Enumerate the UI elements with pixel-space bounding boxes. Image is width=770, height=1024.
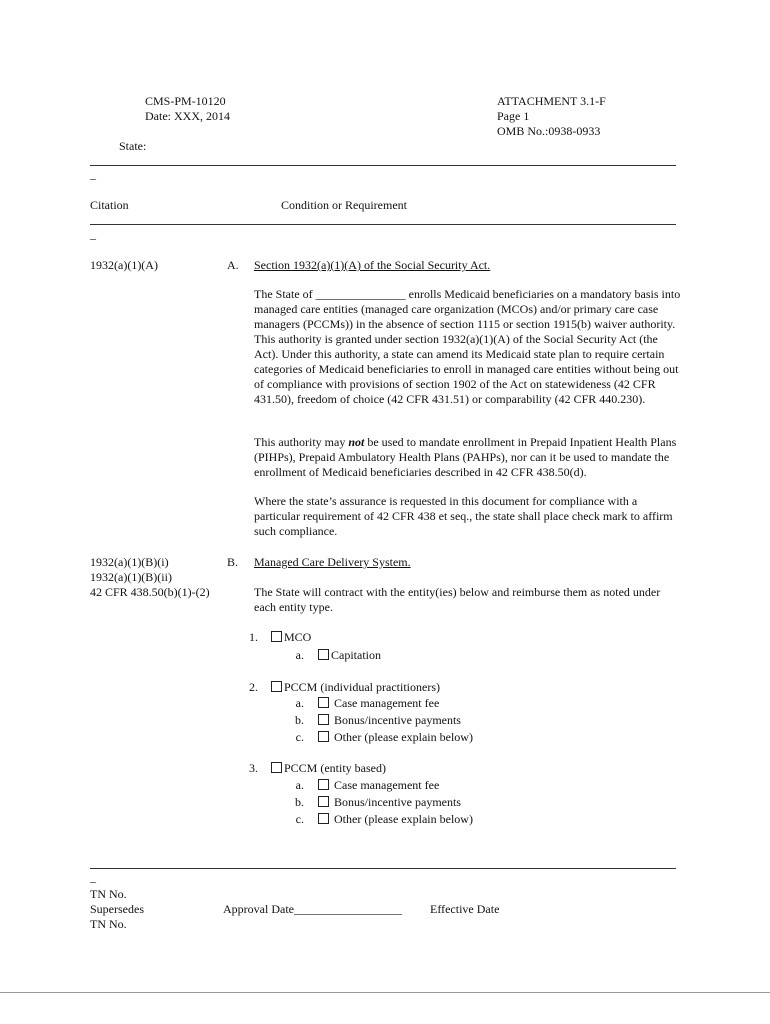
section-a-paragraph-2: This authority may not be used to mandate enrollment in Prepaid Inpatient Health Plans (PIHPs), Prepaid Ambulatory Health Plans (PAHPs), nor can it be used to mandate the enrollment of Medicaid beneficiaries described in 42 CFR 438.50(d).	[254, 435, 677, 479]
tn-number-label: TN No.	[90, 887, 127, 901]
section-a-letter: A.	[227, 258, 239, 272]
item-2-pccm-individual: PCCM (individual practitioners)	[271, 680, 440, 695]
checkbox-pccm-entity-other[interactable]	[318, 813, 329, 824]
page-bottom-edge	[0, 992, 770, 993]
item-3b-letter: b.	[295, 795, 304, 809]
checkbox-mco[interactable]	[271, 631, 282, 642]
form-date: Date: XXX, 2014	[145, 109, 230, 123]
rule-dash: _	[90, 227, 96, 241]
approval-date-field: Approval Date__________________	[223, 902, 402, 916]
section-b-letter: B.	[227, 555, 239, 569]
checkbox-pccm-individual-other[interactable]	[318, 731, 329, 742]
condition-column-header: Condition or Requirement	[281, 198, 407, 212]
citation-column-header: Citation	[90, 198, 129, 212]
item-3c: Other (please explain below)	[318, 812, 473, 827]
item-2b: Bonus/incentive payments	[318, 713, 461, 728]
item-3b: Bonus/incentive payments	[318, 795, 461, 810]
header-rule	[90, 165, 676, 166]
section-a-citation: 1932(a)(1)(A)	[90, 258, 158, 272]
item-2a-letter: a.	[295, 696, 304, 710]
section-b-heading: Managed Care Delivery System.	[254, 555, 411, 569]
section-b-citation-2: 1932(a)(1)(B)(ii)	[90, 570, 172, 584]
checkbox-pccm-entity-bonus[interactable]	[318, 796, 329, 807]
item-1a-capitation: Capitation	[318, 648, 381, 663]
page-number: Page 1	[497, 109, 530, 123]
checkbox-pccm-entity-case-fee[interactable]	[318, 779, 329, 790]
checkbox-pccm-entity[interactable]	[271, 762, 282, 773]
rule-dash: _	[90, 167, 96, 181]
footer-rule	[90, 868, 676, 869]
section-b-intro: The State will contract with the entity(ies) below and reimburse them as noted under each entity type.	[254, 585, 661, 614]
item-2b-letter: b.	[295, 713, 304, 727]
item-1a-letter: a.	[295, 648, 304, 662]
item-3c-letter: c.	[295, 812, 304, 826]
item-3-number: 3.	[249, 761, 258, 775]
section-a-heading: Section 1932(a)(1)(A) of the Social Security Act.	[254, 258, 491, 272]
omb-number: OMB No.:0938-0933	[497, 124, 601, 138]
checkbox-pccm-individual-case-fee[interactable]	[318, 697, 329, 708]
item-2a: Case management fee	[318, 696, 439, 711]
section-a-paragraph-3: Where the state’s assurance is requested in this document for compliance with a particular requirement of 42 CFR 438 et seq., the state shall place check mark to affirm such compliance.	[254, 494, 673, 538]
effective-date-label: Effective Date	[430, 902, 500, 916]
item-1-mco: MCO	[271, 630, 311, 645]
item-3a: Case management fee	[318, 778, 439, 793]
section-b-citation-1: 1932(a)(1)(B)(i)	[90, 555, 169, 569]
state-label: State:	[119, 139, 147, 153]
item-2c: Other (please explain below)	[318, 730, 473, 745]
item-1-number: 1.	[249, 630, 258, 644]
item-3-pccm-entity: PCCM (entity based)	[271, 761, 386, 776]
column-header-rule	[90, 224, 676, 225]
item-3a-letter: a.	[295, 778, 304, 792]
checkbox-mco-capitation[interactable]	[318, 649, 329, 660]
section-b-citation-3: 42 CFR 438.50(b)(1)-(2)	[90, 585, 210, 599]
supersedes-label: Supersedes	[90, 902, 144, 916]
checkbox-pccm-individual[interactable]	[271, 681, 282, 692]
checkbox-pccm-individual-bonus[interactable]	[318, 714, 329, 725]
superseded-tn-number-label: TN No.	[90, 917, 127, 931]
attachment-number: ATTACHMENT 3.1-F	[497, 94, 606, 108]
item-2c-letter: c.	[295, 730, 304, 744]
item-2-number: 2.	[249, 680, 258, 694]
rule-dash: _	[90, 870, 96, 884]
section-a-paragraph-1: The State of _______________ enrolls Medicaid beneficiaries on a mandatory basis into managed care entities (managed care organization (MCOs) and/or primary care case managers (PCCMs)) in the absence of section 1115 or section 1915(b) waiver authority. This authority is granted under section 1932(a)(1)(A) of the Social Security Act (the Act). Under this authority, a state can amend its Medicaid state plan to require certain categories of Medicaid beneficiaries to enroll in managed care entities without being out of compliance with provisions of section 1902 of the Act on statewideness (42 CFR 431.50), freedom of choice (42 CFR 431.51) or comparability (42 CFR 440.230).	[254, 287, 681, 406]
form-id: CMS-PM-10120	[145, 94, 226, 108]
